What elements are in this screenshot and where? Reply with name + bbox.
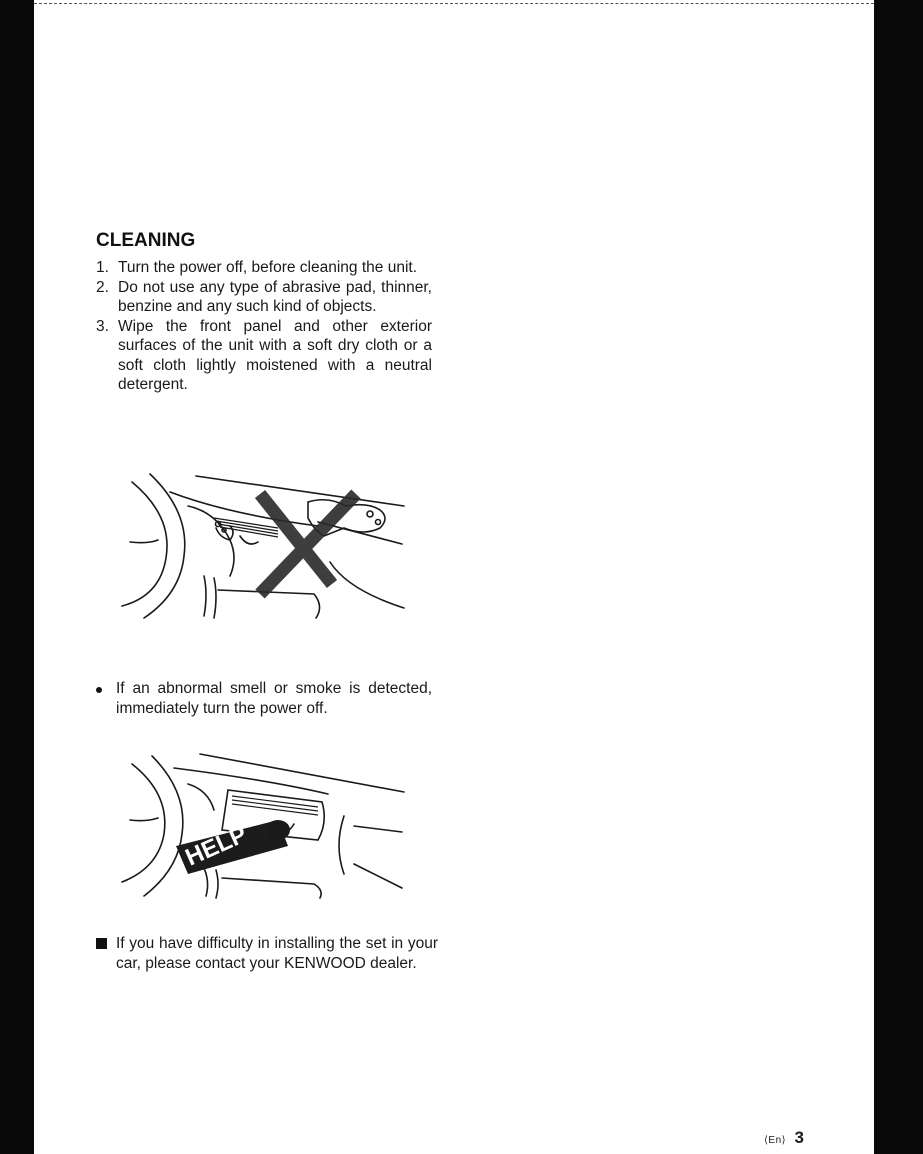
help-flag-text: HELP — [181, 820, 251, 872]
square-bullet-icon — [96, 938, 107, 949]
dealer-note-text: If you have difficulty in installing the set in your car, please contact your KENWOOD dealer. — [116, 935, 438, 972]
top-rule — [34, 3, 874, 4]
page-number — [764, 1128, 804, 1148]
smoke-note-text: If an abnormal smell or smoke is detected, immediately turn the power off. — [116, 680, 432, 717]
step-1 — [96, 258, 432, 278]
dealer-note — [96, 934, 438, 973]
scan-edge-right — [874, 0, 923, 1154]
cleaning-illustration — [118, 466, 410, 624]
scan-edge-left — [0, 0, 34, 1154]
smoke-note — [96, 679, 432, 718]
step-text: Do not use any type of abrasive pad, thinner, benzine and any such kind of objects. — [118, 278, 432, 315]
step-number: 3. — [96, 317, 109, 335]
step-number: 1. — [96, 259, 109, 276]
step-number: 2. — [96, 278, 109, 296]
cleaning-steps — [96, 258, 432, 395]
step-2 — [96, 278, 432, 317]
section-heading: CLEANING — [96, 230, 196, 251]
language-tag: ⟨En⟩ — [764, 1135, 787, 1146]
page-number-value: 3 — [794, 1128, 804, 1147]
step-3 — [96, 317, 432, 395]
step-text: Turn the power off, before cleaning the unit. — [118, 259, 417, 276]
bullet-icon — [96, 687, 102, 693]
step-text: Wipe the front panel and other exterior surfaces of the unit with a soft dry cloth or a soft cloth lightly moistened with a neutral detergent. — [118, 317, 432, 393]
help-illustration — [118, 750, 410, 900]
